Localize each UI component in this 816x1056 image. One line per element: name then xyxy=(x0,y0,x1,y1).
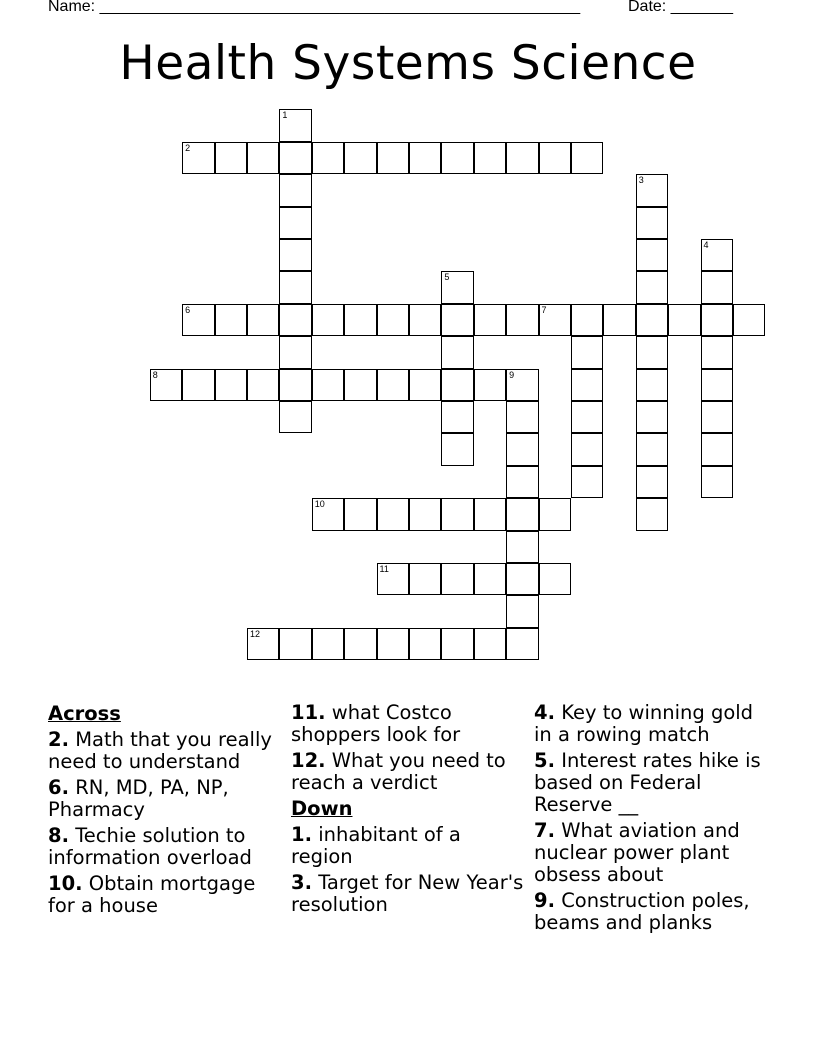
page-title: Health Systems Science xyxy=(119,36,697,91)
grid-cell[interactable] xyxy=(247,369,279,401)
grid-cell[interactable] xyxy=(441,271,473,303)
grid-cell[interactable] xyxy=(539,563,571,595)
grid-cell[interactable] xyxy=(733,304,765,336)
grid-cell[interactable] xyxy=(441,369,473,401)
grid-cell[interactable] xyxy=(701,401,733,433)
grid-cell[interactable] xyxy=(701,466,733,498)
grid-cell[interactable] xyxy=(344,304,376,336)
grid-cell[interactable] xyxy=(701,369,733,401)
clue-number: 10 xyxy=(314,499,325,510)
grid-cell[interactable] xyxy=(377,304,409,336)
grid-cell[interactable] xyxy=(441,304,473,336)
grid-cell[interactable] xyxy=(182,369,214,401)
grid-cell[interactable] xyxy=(701,304,733,336)
clue-column-2 xyxy=(291,702,526,920)
clue-column-3 xyxy=(534,702,774,938)
clue-number: 3 xyxy=(638,175,644,186)
clue-across-12: 12. What you need to reach a verdict xyxy=(291,749,506,794)
grid-cell[interactable] xyxy=(571,433,603,465)
grid-cell[interactable] xyxy=(506,628,538,660)
clue-across-8: 8. Techie solution to information overload xyxy=(48,824,252,869)
grid-cell[interactable] xyxy=(441,498,473,530)
down-heading: Down xyxy=(291,797,353,820)
grid-cell[interactable] xyxy=(279,239,311,271)
grid-cell[interactable] xyxy=(279,401,311,433)
grid-cell[interactable] xyxy=(409,142,441,174)
grid-cell[interactable] xyxy=(441,401,473,433)
grid-cell[interactable] xyxy=(279,142,311,174)
grid-cell[interactable] xyxy=(474,369,506,401)
grid-cell[interactable] xyxy=(312,142,344,174)
grid-cell[interactable] xyxy=(182,304,214,336)
grid-cell[interactable] xyxy=(506,401,538,433)
clue-number: 7 xyxy=(541,304,547,315)
grid-cell[interactable] xyxy=(539,142,571,174)
clue-number: 2 xyxy=(185,142,191,153)
grid-cell[interactable] xyxy=(441,563,473,595)
grid-cell[interactable] xyxy=(506,304,538,336)
grid-cell[interactable] xyxy=(636,498,668,530)
grid-cell[interactable] xyxy=(279,369,311,401)
grid-cell[interactable] xyxy=(571,369,603,401)
grid-cell[interactable] xyxy=(247,628,279,660)
clue-down-3: 3. Target for New Year's resolution xyxy=(291,871,524,916)
grid-cell[interactable] xyxy=(441,628,473,660)
grid-cell[interactable] xyxy=(474,142,506,174)
grid-cell[interactable] xyxy=(441,142,473,174)
grid-cell[interactable] xyxy=(474,563,506,595)
clue-number: 5 xyxy=(444,272,450,283)
grid-cell[interactable] xyxy=(636,401,668,433)
grid-cell[interactable] xyxy=(409,563,441,595)
grid-cell[interactable] xyxy=(344,369,376,401)
grid-cell[interactable] xyxy=(636,239,668,271)
grid-cell[interactable] xyxy=(636,174,668,206)
grid-cell[interactable] xyxy=(701,336,733,368)
grid-cell[interactable] xyxy=(506,595,538,627)
grid-cell[interactable] xyxy=(441,336,473,368)
grid-cell[interactable] xyxy=(279,207,311,239)
grid-cell[interactable] xyxy=(279,304,311,336)
grid-cell[interactable] xyxy=(182,142,214,174)
grid-cell[interactable] xyxy=(279,109,311,141)
grid-cell[interactable] xyxy=(571,304,603,336)
grid-cell[interactable] xyxy=(636,207,668,239)
grid-cell[interactable] xyxy=(215,142,247,174)
name-field[interactable]: Name: ______________________________________________________ xyxy=(48,0,581,15)
grid-cell[interactable] xyxy=(701,433,733,465)
clue-number: 8 xyxy=(152,369,158,380)
grid-cell[interactable] xyxy=(312,498,344,530)
grid-cell[interactable] xyxy=(636,369,668,401)
grid-cell[interactable] xyxy=(247,304,279,336)
grid-cell[interactable] xyxy=(344,628,376,660)
grid-cell[interactable] xyxy=(701,239,733,271)
grid-cell[interactable] xyxy=(636,433,668,465)
grid-cell[interactable] xyxy=(474,304,506,336)
clue-across-11: 11. what Costco shoppers look for xyxy=(291,701,461,746)
clue-down-9: 9. Construction poles, beams and planks xyxy=(534,889,750,934)
grid-cell[interactable] xyxy=(701,271,733,303)
grid-cell[interactable] xyxy=(409,628,441,660)
grid-cell[interactable] xyxy=(506,531,538,563)
grid-cell[interactable] xyxy=(377,628,409,660)
grid-cell[interactable] xyxy=(279,336,311,368)
clue-across-6: 6. RN, MD, PA, NP, Pharmacy xyxy=(48,776,229,821)
clue-number: 4 xyxy=(703,239,709,250)
grid-cell[interactable] xyxy=(506,369,538,401)
grid-cell[interactable] xyxy=(506,433,538,465)
grid-cell[interactable] xyxy=(409,369,441,401)
grid-cell[interactable] xyxy=(344,498,376,530)
across-heading: Across xyxy=(48,702,121,725)
grid-cell[interactable] xyxy=(312,304,344,336)
grid-cell[interactable] xyxy=(441,433,473,465)
grid-cell[interactable] xyxy=(150,369,182,401)
grid-cell[interactable] xyxy=(377,498,409,530)
grid-cell[interactable] xyxy=(215,304,247,336)
clue-number: 12 xyxy=(249,628,260,639)
grid-cell[interactable] xyxy=(279,174,311,206)
grid-cell[interactable] xyxy=(279,271,311,303)
grid-cell[interactable] xyxy=(506,466,538,498)
clue-down-7: 7. What aviation and nuclear power plant obsess about xyxy=(534,819,740,886)
grid-cell[interactable] xyxy=(506,563,538,595)
grid-cell[interactable] xyxy=(636,336,668,368)
grid-cell[interactable] xyxy=(571,142,603,174)
grid-cell[interactable] xyxy=(344,142,376,174)
grid-cell[interactable] xyxy=(636,304,668,336)
clue-number: 11 xyxy=(379,563,389,574)
clue-number: 6 xyxy=(185,304,191,315)
clue-across-2: 2. Math that you really need to understand xyxy=(48,728,272,773)
grid-cell[interactable] xyxy=(571,401,603,433)
grid-cell[interactable] xyxy=(409,304,441,336)
grid-cell[interactable] xyxy=(279,628,311,660)
grid-cell[interactable] xyxy=(571,336,603,368)
clue-number: 1 xyxy=(282,110,288,121)
grid-cell[interactable] xyxy=(409,498,441,530)
grid-cell[interactable] xyxy=(377,369,409,401)
grid-cell[interactable] xyxy=(668,304,700,336)
date-field[interactable]: Date: _______ xyxy=(628,0,733,15)
grid-cell[interactable] xyxy=(247,142,279,174)
clue-number: 9 xyxy=(509,369,515,380)
grid-cell[interactable] xyxy=(312,369,344,401)
grid-cell[interactable] xyxy=(603,304,635,336)
grid-cell[interactable] xyxy=(636,271,668,303)
grid-cell[interactable] xyxy=(506,498,538,530)
grid-cell[interactable] xyxy=(312,628,344,660)
grid-cell[interactable] xyxy=(539,304,571,336)
grid-cell[interactable] xyxy=(474,498,506,530)
grid-cell[interactable] xyxy=(377,563,409,595)
grid-cell[interactable] xyxy=(539,498,571,530)
clue-down-5: 5. Interest rates hike is based on Federal Reserve __ xyxy=(534,749,761,816)
grid-cell[interactable] xyxy=(636,466,668,498)
grid-cell[interactable] xyxy=(474,628,506,660)
clue-across-10: 10. Obtain mortgage for a house xyxy=(48,872,256,917)
grid-cell[interactable] xyxy=(506,142,538,174)
clue-column-1 xyxy=(48,702,278,921)
clue-down-4: 4. Key to winning gold in a rowing match xyxy=(534,701,754,746)
grid-cell[interactable] xyxy=(571,466,603,498)
clue-down-1: 1. inhabitant of a region xyxy=(291,823,461,868)
grid-cell[interactable] xyxy=(215,369,247,401)
grid-cell[interactable] xyxy=(377,142,409,174)
